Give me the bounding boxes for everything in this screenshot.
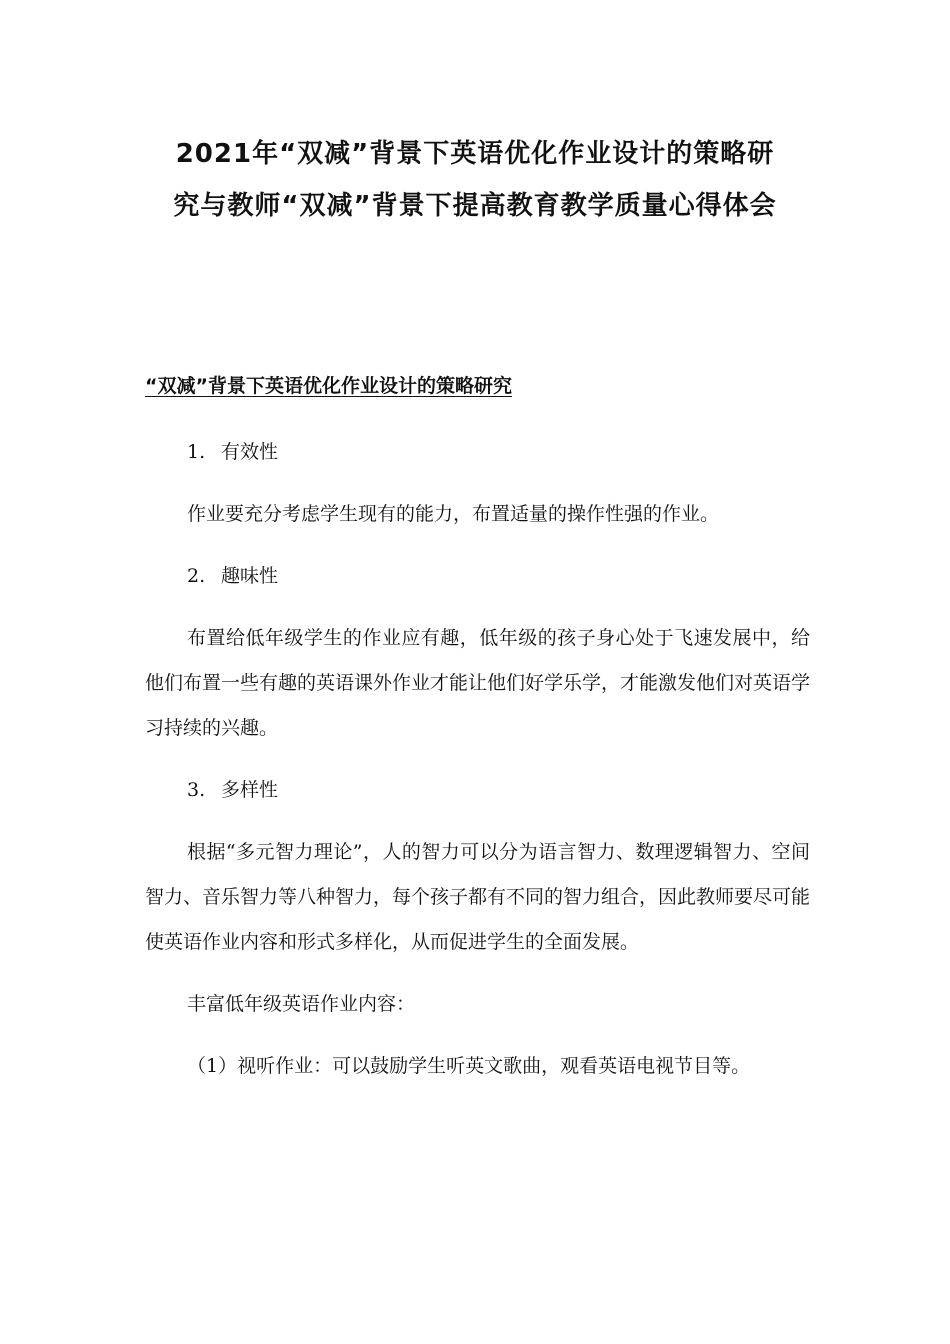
document-title	[120, 128, 830, 232]
paragraph: 丰富低年级英语作业内容：	[187, 993, 416, 1015]
list-item-number: 2.	[187, 565, 206, 587]
title-line-1: 2021年“双减”背景下英语优化作业设计的策略研	[175, 139, 775, 169]
list-item-number: 3.	[187, 779, 206, 801]
list-item-label: 趣味性	[221, 565, 279, 587]
list-item-number: 1.	[187, 441, 206, 463]
paragraph: 作业要充分考虑学生现有的能力，布置适量的操作性强的作业。	[187, 503, 720, 525]
section-heading: “双减”背景下英语优化作业设计的策略研究	[145, 375, 512, 397]
list-item-label: 有效性	[221, 441, 279, 463]
title-line-2: 究与教师“双减”背景下提高教育教学质量心得体会	[173, 191, 777, 221]
paragraph: 根据“多元智力理论”，人的智力可以分为语言智力、数理逻辑智力、空间智力、音乐智力等八种智力，每个孩子都有不同的智力组合，因此教师要尽可能使英语作业内容和形式多样化，从而促进学生的全面发展。	[145, 841, 811, 953]
document-body	[145, 370, 810, 1106]
list-item-label: 多样性	[221, 779, 279, 801]
paragraph: （1）视听作业：可以鼓励学生听英文歌曲，观看英语电视节目等。	[187, 1055, 751, 1077]
list-item-diversity	[145, 768, 810, 813]
list-item-interest	[145, 554, 810, 599]
list-item-effectiveness	[145, 430, 810, 475]
paragraph: 布置给低年级学生的作业应有趣，低年级的孩子身心处于飞速发展中，给他们布置一些有趣的英语课外作业才能让他们好学乐学，才能激发他们对英语学习持续的兴趣。	[145, 627, 811, 739]
